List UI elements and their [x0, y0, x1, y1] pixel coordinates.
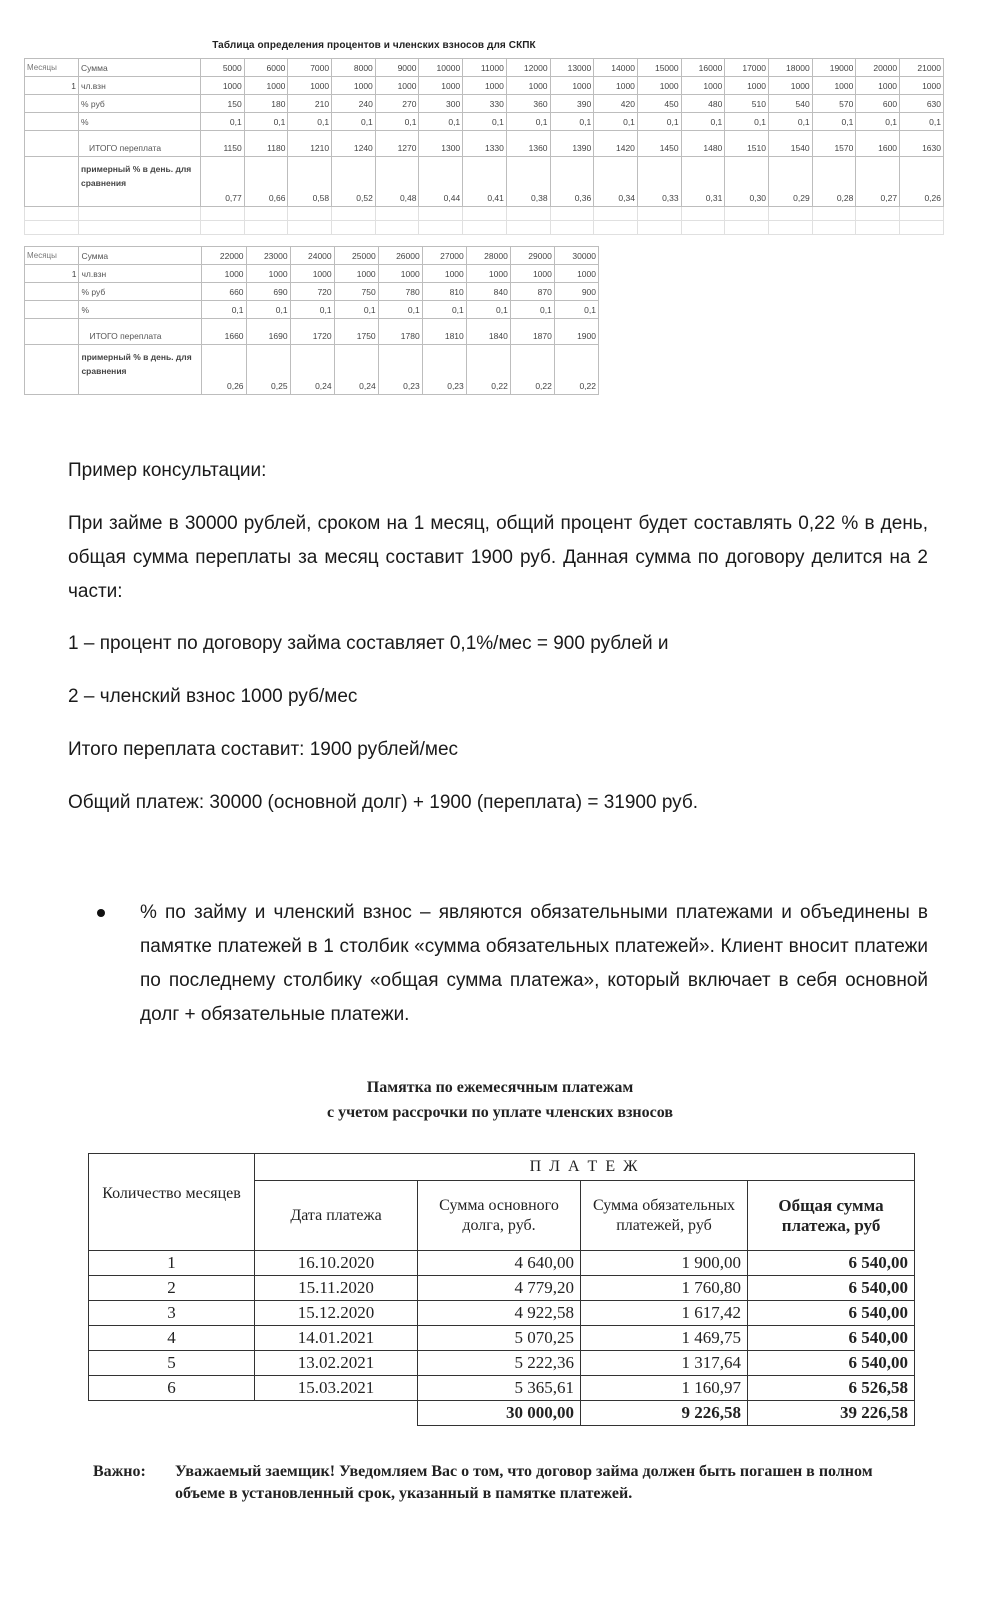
table-row: [89, 1276, 915, 1301]
row-header-cell: Месяцы: [25, 247, 79, 265]
sum-cell: 9000: [375, 59, 419, 77]
header-principal: Сумма основного долга, руб.: [418, 1181, 581, 1251]
sum-cell: 6000: [244, 59, 288, 77]
sum-cell: 26000: [378, 247, 422, 265]
empty-cell: [332, 207, 376, 221]
sum-cell: 20000: [856, 59, 900, 77]
overpayment-cell: 1900: [554, 319, 598, 345]
fee-cell: 1000: [466, 265, 510, 283]
interest-rub-cell: 570: [812, 95, 856, 113]
daily-rate-cell: 0,34: [594, 157, 638, 207]
fee-cell: 1000: [510, 265, 554, 283]
total-mandatory: 9 226,58: [581, 1401, 748, 1426]
row-label-cell: примерный % в день. для сравнения: [79, 345, 202, 395]
row-header-cell: [25, 131, 79, 157]
empty-cell: [419, 221, 463, 235]
overpayment-cell: 1570: [812, 131, 856, 157]
daily-rate-cell: 0,24: [290, 345, 334, 395]
overpayment-cell: 1660: [202, 319, 246, 345]
interest-pct-cell: 0,1: [768, 113, 812, 131]
empty-cell: [332, 221, 376, 235]
sheet-row: [25, 113, 944, 131]
fee-cell: 1000: [812, 77, 856, 95]
empty-cell: [244, 221, 288, 235]
empty-cell: [812, 221, 856, 235]
overpayment-cell: 1270: [375, 131, 419, 157]
empty-cell: [637, 207, 681, 221]
overpayment-cell: 1390: [550, 131, 594, 157]
interest-pct-cell: 0,1: [506, 113, 550, 131]
total-payment-cell: 6 540,00: [748, 1276, 915, 1301]
daily-rate-cell: 0,66: [244, 157, 288, 207]
interest-pct-cell: 0,1: [290, 301, 334, 319]
fee-cell: 1000: [506, 77, 550, 95]
row-header-cell: [25, 95, 79, 113]
sheet-row: [25, 131, 944, 157]
overpayment-cell: 1840: [466, 319, 510, 345]
daily-rate-cell: 0,77: [201, 157, 245, 207]
principal-cell: 4 922,58: [418, 1301, 581, 1326]
daily-rate-cell: 0,25: [246, 345, 290, 395]
overpayment-cell: 1420: [594, 131, 638, 157]
daily-rate-cell: 0,29: [768, 157, 812, 207]
sheet-row: [25, 59, 944, 77]
row-header-cell: [25, 113, 79, 131]
sheet-row: [25, 265, 599, 283]
interest-pct-cell: 0,1: [594, 113, 638, 131]
empty-cell: [375, 221, 419, 235]
sum-cell: 25000: [334, 247, 378, 265]
header-total: Общая сумма платежа, руб: [748, 1181, 915, 1251]
totals-spacer: [255, 1401, 418, 1426]
interest-rub-cell: 420: [594, 95, 638, 113]
total-payment-cell: 6 540,00: [748, 1326, 915, 1351]
sum-cell: 8000: [332, 59, 376, 77]
interest-rub-cell: 510: [725, 95, 769, 113]
sheet-row: [25, 157, 944, 207]
interest-rub-cell: 870: [510, 283, 554, 301]
interest-pct-cell: 0,1: [554, 301, 598, 319]
header-month-count: Количество месяцев: [89, 1154, 255, 1251]
empty-cell: [812, 207, 856, 221]
empty-cell: [637, 221, 681, 235]
empty-cell: [288, 207, 332, 221]
sum-cell: 23000: [246, 247, 290, 265]
fee-cell: 1000: [856, 77, 900, 95]
sum-cell: 24000: [290, 247, 334, 265]
interest-pct-cell: 0,1: [856, 113, 900, 131]
sum-cell: 22000: [202, 247, 246, 265]
example-item-1: 1 – процент по договору займа составляет 0,1%/мес = 900 рублей и: [68, 633, 669, 654]
daily-rate-cell: 0,52: [332, 157, 376, 207]
header-payment-date: Дата платежа: [255, 1181, 418, 1251]
total-payment-cell: 6 540,00: [748, 1351, 915, 1376]
fee-cell: 1000: [288, 77, 332, 95]
sum-cell: 10000: [419, 59, 463, 77]
overpayment-cell: 1810: [422, 319, 466, 345]
sum-cell: 18000: [768, 59, 812, 77]
row-label-cell: ИТОГО переплата: [79, 319, 202, 345]
sum-cell: 5000: [201, 59, 245, 77]
sum-cell: 30000: [554, 247, 598, 265]
interest-rub-cell: 480: [681, 95, 725, 113]
interest-pct-cell: 0,1: [900, 113, 944, 131]
row-label-cell: чл.взн: [79, 265, 202, 283]
interest-rub-cell: 780: [378, 283, 422, 301]
fee-cell: 1000: [594, 77, 638, 95]
mandatory-cell: 1 469,75: [581, 1326, 748, 1351]
overpayment-cell: 1690: [246, 319, 290, 345]
fee-cell: 1000: [201, 77, 245, 95]
total-payment-line: Общий платеж: 30000 (основной долг) + 1900 (переплата) = 31900 руб.: [68, 792, 699, 813]
fee-cell: 1000: [768, 77, 812, 95]
important-text: Уважаемый заемщик! Уведомляем Вас о том, что договор займа должен быть погашен в полном объеме в установленный срок, указанный в памятке платежей.: [175, 1463, 873, 1502]
empty-cell: [506, 221, 550, 235]
row-header-cell: [25, 157, 79, 207]
row-label-cell: примерный % в день. для сравнения: [79, 157, 201, 207]
overpayment-cell: 1180: [244, 131, 288, 157]
fee-cell: 1000: [463, 77, 507, 95]
empty-cell: [288, 221, 332, 235]
daily-rate-cell: 0,23: [378, 345, 422, 395]
sum-cell: 12000: [506, 59, 550, 77]
interest-rub-cell: 750: [334, 283, 378, 301]
sheet-row: [25, 301, 599, 319]
overpayment-cell: 1720: [290, 319, 334, 345]
row-header-cell: [25, 283, 79, 301]
sheet-row: [25, 95, 944, 113]
empty-cell: [201, 207, 245, 221]
daily-rate-cell: 0,33: [637, 157, 681, 207]
daily-rate-cell: 0,27: [856, 157, 900, 207]
row-label-cell: ИТОГО переплата: [79, 131, 201, 157]
sum-cell: 11000: [463, 59, 507, 77]
fee-cell: 1000: [681, 77, 725, 95]
interest-rub-cell: 660: [202, 283, 246, 301]
daily-rate-cell: 0,48: [375, 157, 419, 207]
sheet-empty-row: [25, 207, 944, 221]
sum-cell: 16000: [681, 59, 725, 77]
interest-pct-cell: 0,1: [550, 113, 594, 131]
table-row: [89, 1351, 915, 1376]
empty-cell: [201, 221, 245, 235]
row-label-cell: Сумма: [79, 59, 201, 77]
sum-cell: 13000: [550, 59, 594, 77]
overpayment-cell: 1630: [900, 131, 944, 157]
sheet-row: [25, 283, 599, 301]
interest-rub-cell: 210: [288, 95, 332, 113]
row-header-cell: Месяцы: [25, 59, 79, 77]
overpayment-cell: 1540: [768, 131, 812, 157]
row-header-cell: [25, 345, 79, 395]
empty-cell: [768, 221, 812, 235]
total-payment-cell: 6 526,58: [748, 1376, 915, 1401]
empty-cell: [463, 221, 507, 235]
header-payment: П Л А Т Е Ж: [255, 1154, 915, 1181]
interest-rub-cell: 630: [900, 95, 944, 113]
empty-cell: [856, 221, 900, 235]
interest-rub-cell: 390: [550, 95, 594, 113]
overpayment-cell: 1210: [288, 131, 332, 157]
empty-cell: [375, 207, 419, 221]
total-principal: 30 000,00: [418, 1401, 581, 1426]
empty-cell: [725, 207, 769, 221]
example-paragraph: При займе в 30000 рублей, сроком на 1 месяц, общий процент будет составлять 0,22 % в день, общая сумма переплаты за месяц составит 1900 руб. Данная сумма по договору делится на 2 части:: [68, 513, 928, 602]
overpayment-cell: 1750: [334, 319, 378, 345]
interest-rub-cell: 840: [466, 283, 510, 301]
fee-cell: 1000: [422, 265, 466, 283]
row-label-cell: %: [79, 113, 201, 131]
empty-cell: [550, 221, 594, 235]
example-heading: Пример консультации:: [68, 460, 267, 481]
rate-table-2: [24, 246, 599, 395]
principal-cell: 5 070,25: [418, 1326, 581, 1351]
rate-table-1: [24, 58, 944, 235]
interest-pct-cell: 0,1: [202, 301, 246, 319]
overpayment-cell: 1600: [856, 131, 900, 157]
sheet-row: [25, 319, 599, 345]
daily-rate-cell: 0,23: [422, 345, 466, 395]
row-header-cell: 1: [25, 77, 79, 95]
fee-cell: 1000: [637, 77, 681, 95]
interest-rub-cell: 360: [506, 95, 550, 113]
row-label-cell: %: [79, 301, 202, 319]
overpayment-cell: 1330: [463, 131, 507, 157]
sheet-title: Таблица определения процентов и членских взносов для СКПК: [212, 40, 536, 51]
sum-cell: 17000: [725, 59, 769, 77]
interest-rub-cell: 690: [246, 283, 290, 301]
fee-cell: 1000: [550, 77, 594, 95]
mandatory-cell: 1 317,64: [581, 1351, 748, 1376]
daily-rate-cell: 0,22: [510, 345, 554, 395]
interest-rub-cell: 600: [856, 95, 900, 113]
important-label: Важно:: [93, 1463, 146, 1480]
daily-rate-cell: 0,22: [466, 345, 510, 395]
overpayment-cell: 1360: [506, 131, 550, 157]
fee-cell: 1000: [244, 77, 288, 95]
interest-rub-cell: 720: [290, 283, 334, 301]
mandatory-cell: 1 900,00: [581, 1251, 748, 1276]
memo-title: Памятка по ежемесячным платежам: [366, 1079, 634, 1096]
header-mandatory: Сумма обязательных платежей, руб: [581, 1181, 748, 1251]
sheet-row: [25, 77, 944, 95]
overpayment-cell: 1150: [201, 131, 245, 157]
daily-rate-cell: 0,38: [506, 157, 550, 207]
empty-cell: [725, 221, 769, 235]
interest-pct-cell: 0,1: [201, 113, 245, 131]
interest-rub-cell: 180: [244, 95, 288, 113]
payment-date-cell: 16.10.2020: [255, 1251, 418, 1276]
interest-rub-cell: 300: [419, 95, 463, 113]
table-row: [89, 1251, 915, 1276]
sum-cell: 14000: [594, 59, 638, 77]
daily-rate-cell: 0,41: [463, 157, 507, 207]
overpayment-cell: 1240: [332, 131, 376, 157]
mandatory-cell: 1 617,42: [581, 1301, 748, 1326]
interest-pct-cell: 0,1: [244, 113, 288, 131]
month-number-cell: 2: [89, 1276, 255, 1301]
empty-cell: [594, 221, 638, 235]
sheet-row: [25, 247, 599, 265]
sum-cell: 19000: [812, 59, 856, 77]
payment-date-cell: 15.03.2021: [255, 1376, 418, 1401]
month-number-cell: 3: [89, 1301, 255, 1326]
empty-cell: [79, 207, 201, 221]
interest-pct-cell: 0,1: [510, 301, 554, 319]
interest-rub-cell: 330: [463, 95, 507, 113]
month-number-cell: 1: [89, 1251, 255, 1276]
interest-pct-cell: 0,1: [378, 301, 422, 319]
mandatory-cell: 1 760,80: [581, 1276, 748, 1301]
bullet-icon: [97, 909, 105, 917]
interest-pct-cell: 0,1: [725, 113, 769, 131]
table-row: [89, 1326, 915, 1351]
interest-pct-cell: 0,1: [466, 301, 510, 319]
row-label-cell: % руб: [79, 283, 202, 301]
total-payment-cell: 6 540,00: [748, 1301, 915, 1326]
principal-cell: 5 222,36: [418, 1351, 581, 1376]
table-row: [89, 1301, 915, 1326]
daily-rate-cell: 0,30: [725, 157, 769, 207]
empty-cell: [25, 221, 79, 235]
empty-cell: [768, 207, 812, 221]
empty-cell: [506, 207, 550, 221]
overpayment-cell: 1450: [637, 131, 681, 157]
fee-cell: 1000: [334, 265, 378, 283]
month-number-cell: 4: [89, 1326, 255, 1351]
interest-rub-cell: 540: [768, 95, 812, 113]
empty-cell: [856, 207, 900, 221]
empty-cell: [900, 221, 944, 235]
fee-cell: 1000: [202, 265, 246, 283]
daily-rate-cell: 0,24: [334, 345, 378, 395]
row-label-cell: чл.взн: [79, 77, 201, 95]
bullet-text: % по займу и членский взнос – являются обязательными платежами и объединены в памятке платежей в 1 столбик «сумма обязательных платежей». Клиент вносит платежи по последнему столбику «общая сумма платежа», который включает в себя основной долг + обязательные платежи.: [140, 902, 928, 1025]
overpayment-cell: 1300: [419, 131, 463, 157]
interest-pct-cell: 0,1: [332, 113, 376, 131]
payment-date-cell: 15.11.2020: [255, 1276, 418, 1301]
sum-cell: 29000: [510, 247, 554, 265]
row-label-cell: % руб: [79, 95, 201, 113]
interest-pct-cell: 0,1: [334, 301, 378, 319]
fee-cell: 1000: [725, 77, 769, 95]
table-row: [89, 1376, 915, 1401]
empty-cell: [550, 207, 594, 221]
fee-cell: 1000: [290, 265, 334, 283]
payment-schedule-table: [88, 1153, 915, 1426]
interest-pct-cell: 0,1: [463, 113, 507, 131]
empty-cell: [463, 207, 507, 221]
daily-rate-cell: 0,26: [202, 345, 246, 395]
empty-cell: [244, 207, 288, 221]
overpayment-cell: 1780: [378, 319, 422, 345]
overpayment-cell: 1510: [725, 131, 769, 157]
interest-pct-cell: 0,1: [375, 113, 419, 131]
empty-cell: [900, 207, 944, 221]
interest-rub-cell: 150: [201, 95, 245, 113]
empty-cell: [594, 207, 638, 221]
empty-cell: [79, 221, 201, 235]
interest-pct-cell: 0,1: [422, 301, 466, 319]
example-item-2: 2 – членский взнос 1000 руб/мес: [68, 686, 358, 707]
interest-rub-cell: 900: [554, 283, 598, 301]
fee-cell: 1000: [419, 77, 463, 95]
interest-pct-cell: 0,1: [419, 113, 463, 131]
payment-date-cell: 14.01.2021: [255, 1326, 418, 1351]
daily-rate-cell: 0,36: [550, 157, 594, 207]
sum-cell: 21000: [900, 59, 944, 77]
principal-cell: 5 365,61: [418, 1376, 581, 1401]
row-header-cell: [25, 301, 79, 319]
sheet-empty-row: [25, 221, 944, 235]
payment-date-cell: 13.02.2021: [255, 1351, 418, 1376]
sum-cell: 28000: [466, 247, 510, 265]
daily-rate-cell: 0,22: [554, 345, 598, 395]
empty-cell: [25, 207, 79, 221]
interest-pct-cell: 0,1: [637, 113, 681, 131]
month-number-cell: 6: [89, 1376, 255, 1401]
fee-cell: 1000: [332, 77, 376, 95]
fee-cell: 1000: [554, 265, 598, 283]
mandatory-cell: 1 160,97: [581, 1376, 748, 1401]
overpayment-cell: 1870: [510, 319, 554, 345]
payment-date-cell: 15.12.2020: [255, 1301, 418, 1326]
interest-rub-cell: 450: [637, 95, 681, 113]
row-label-cell: Сумма: [79, 247, 202, 265]
daily-rate-cell: 0,31: [681, 157, 725, 207]
daily-rate-cell: 0,26: [900, 157, 944, 207]
sheet-row: [25, 345, 599, 395]
month-number-cell: 5: [89, 1351, 255, 1376]
daily-rate-cell: 0,28: [812, 157, 856, 207]
fee-cell: 1000: [378, 265, 422, 283]
interest-pct-cell: 0,1: [246, 301, 290, 319]
interest-rub-cell: 240: [332, 95, 376, 113]
sum-cell: 7000: [288, 59, 332, 77]
interest-rub-cell: 810: [422, 283, 466, 301]
principal-cell: 4 779,20: [418, 1276, 581, 1301]
interest-pct-cell: 0,1: [681, 113, 725, 131]
sum-cell: 15000: [637, 59, 681, 77]
overpayment-cell: 1480: [681, 131, 725, 157]
totals-spacer: [89, 1401, 255, 1426]
interest-rub-cell: 270: [375, 95, 419, 113]
daily-rate-cell: 0,44: [419, 157, 463, 207]
fee-cell: 1000: [900, 77, 944, 95]
interest-pct-cell: 0,1: [288, 113, 332, 131]
row-header-cell: 1: [25, 265, 79, 283]
interest-pct-cell: 0,1: [812, 113, 856, 131]
principal-cell: 4 640,00: [418, 1251, 581, 1276]
fee-cell: 1000: [375, 77, 419, 95]
memo-subtitle: с учетом рассрочки по уплате членских взносов: [327, 1104, 673, 1121]
row-header-cell: [25, 319, 79, 345]
empty-cell: [681, 207, 725, 221]
empty-cell: [419, 207, 463, 221]
total-payment: 39 226,58: [748, 1401, 915, 1426]
daily-rate-cell: 0,58: [288, 157, 332, 207]
total-payment-cell: 6 540,00: [748, 1251, 915, 1276]
fee-cell: 1000: [246, 265, 290, 283]
sum-cell: 27000: [422, 247, 466, 265]
overpayment-total-line: Итого переплата составит: 1900 рублей/мес: [68, 739, 459, 760]
empty-cell: [681, 221, 725, 235]
rate-table-screenshot: [24, 36, 974, 426]
